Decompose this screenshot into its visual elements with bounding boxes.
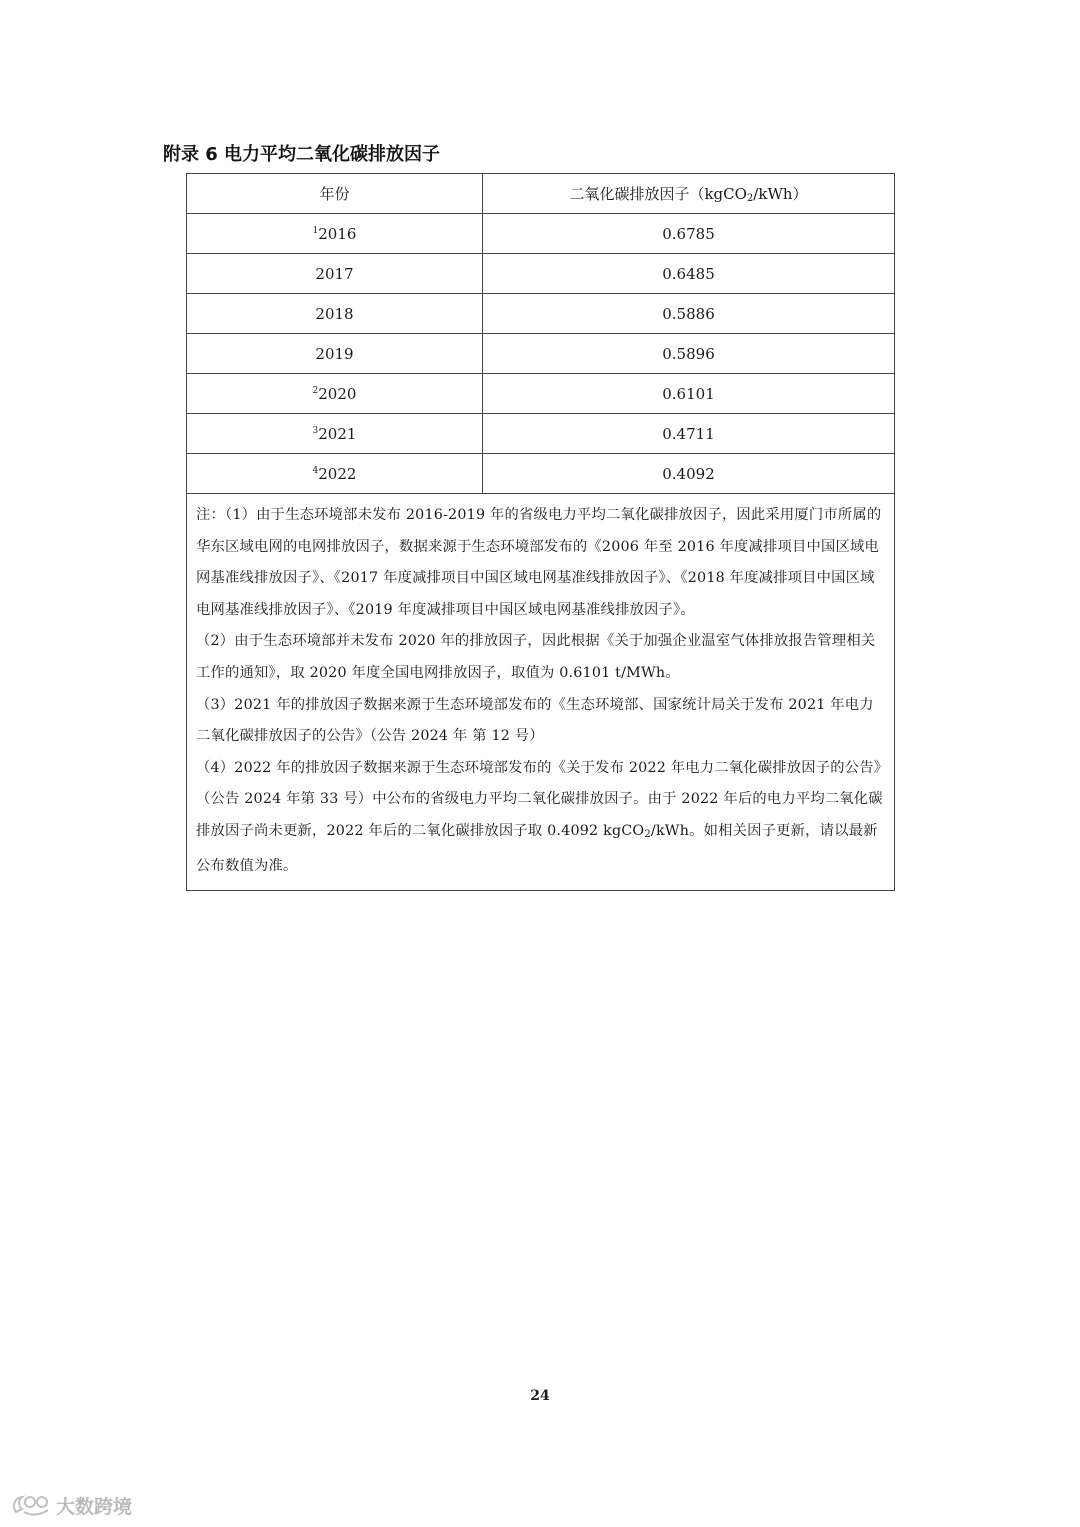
page-number: 24: [530, 1388, 550, 1404]
year-value: 2018: [315, 304, 354, 323]
note-4-part2: /kWh。如相关因子更新，请以最新公布数值为准。: [196, 822, 878, 874]
footnote-ref: 1: [312, 225, 319, 236]
year-value: 2022: [318, 464, 357, 483]
factor-cell: 0.5896: [483, 334, 895, 374]
year-cell: [187, 254, 483, 294]
year-cell: [187, 214, 483, 254]
watermark-text: 大数跨境: [56, 1495, 133, 1518]
footnote-ref: 2: [312, 385, 319, 396]
note-4-sub: 2: [644, 828, 651, 840]
header-year: 年份: [187, 174, 483, 214]
appendix-title: 附录 6 电力平均二氧化碳排放因子: [163, 144, 441, 165]
year-value: 2019: [315, 344, 354, 363]
notes-cell: [187, 494, 895, 891]
note-1: 注：（1）由于生态环境部未发布 2016-2019 年的省级电力平均二氧化碳排放因子，因此采用厦门市所属的华东区域电网的电网排放因子，数据来源于生态环境部发布的《2006 年至 2016 年度减排项目中国区域电网基准线排放因子》、《2017 年度减排项目中国区域电网基准线排放因子》、《2018 年度减排项目中国区域电网基准线排放因子》、《2019 年度减排项目中国区域电网基准线排放因子》。: [196, 507, 882, 618]
emission-factor-table: [186, 173, 895, 891]
year-value: 2016: [318, 224, 357, 243]
factor-cell: 0.6785: [483, 214, 895, 254]
header-factor-sub: 2: [746, 193, 754, 204]
notes-row: [187, 494, 895, 891]
year-cell: [187, 374, 483, 414]
table-header-row: [187, 174, 895, 214]
table-row: [187, 374, 895, 414]
factor-cell: 0.6101: [483, 374, 895, 414]
table-row: [187, 294, 895, 334]
watermark: [10, 1490, 132, 1520]
table-row: [187, 334, 895, 374]
factor-cell: 0.5886: [483, 294, 895, 334]
note-3: （3）2021 年的排放因子数据来源于生态环境部发布的《生态环境部、国家统计局关于发布 2021 年电力二氧化碳排放因子的公告》（公告 2024 年 第 12 号）: [196, 696, 874, 745]
header-factor-prefix: 二氧化碳排放因子（kgCO: [569, 185, 747, 203]
factor-cell: 0.4711: [483, 414, 895, 454]
year-cell: [187, 454, 483, 494]
year-cell: [187, 414, 483, 454]
table-row: [187, 454, 895, 494]
note-4-part1: （4）2022 年的排放因子数据来源于生态环境部发布的《关于发布 2022 年电力二氧化碳排放因子的公告》（公告 2024 年第 33 号）中公布的省级电力平均二氧化碳排放因子。由于 2022 年后的电力平均二氧化碳排放因子尚未更新，2022 年后的二氧化碳排放因子取 0.4092 kgCO: [196, 759, 883, 839]
table-row: [187, 214, 895, 254]
note-2: （2）由于生态环境部并未发布 2020 年的排放因子，因此根据《关于加强企业温室气体排放报告管理相关工作的通知》，取 2020 年度全国电网排放因子，取值为 0.6101 t/MWh。: [196, 633, 876, 681]
year-value: 2020: [318, 384, 357, 403]
factor-cell: 0.4092: [483, 454, 895, 494]
footnote-ref: 4: [312, 465, 319, 476]
table-row: [187, 414, 895, 454]
year-cell: [187, 294, 483, 334]
year-value: 2021: [318, 424, 357, 443]
note-4: [196, 753, 885, 882]
factor-cell: 0.6485: [483, 254, 895, 294]
year-cell: [187, 334, 483, 374]
year-value: 2017: [315, 264, 354, 283]
table-row: [187, 254, 895, 294]
watermark-logo-icon: [10, 1492, 52, 1518]
footnote-ref: 3: [312, 425, 319, 436]
header-factor-suffix: /kWh）: [753, 185, 808, 203]
header-factor: [483, 174, 895, 214]
